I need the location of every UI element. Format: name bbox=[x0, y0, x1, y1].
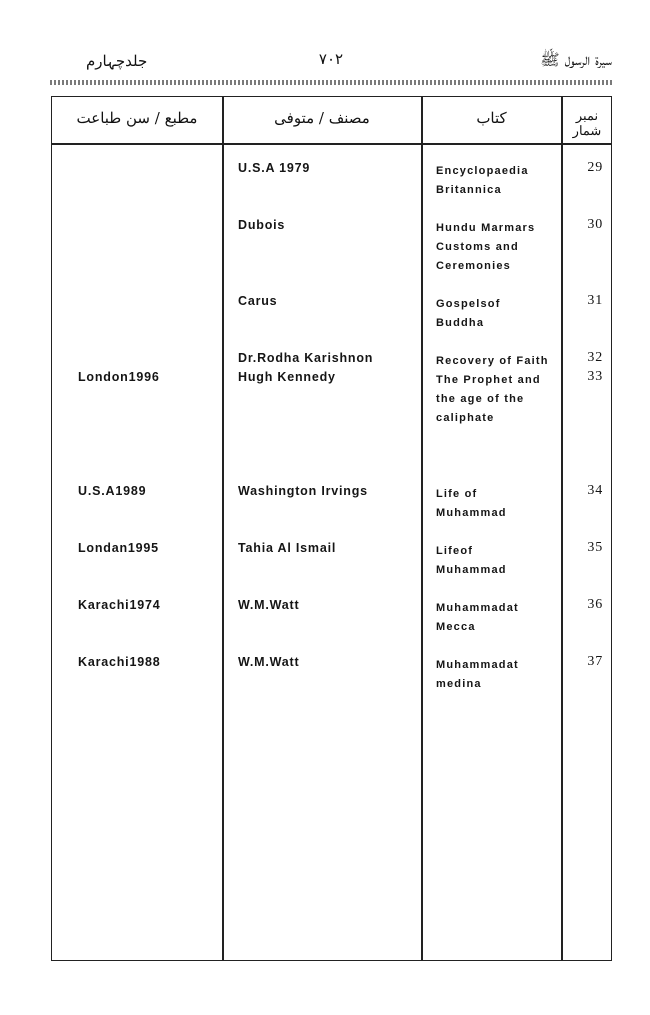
book-title-line: Life of bbox=[436, 488, 478, 500]
col-header-number: نمبر شمار bbox=[572, 109, 602, 139]
row-number: 34 bbox=[587, 483, 603, 498]
book-title-line: The Prophet and bbox=[436, 374, 541, 386]
book-title-line: Encyclopaedia bbox=[436, 165, 529, 177]
volume-label: جلدچہارم bbox=[86, 52, 148, 70]
header-divider bbox=[50, 80, 612, 85]
book-title-line: Britannica bbox=[436, 184, 502, 196]
author: Dr.Rodha Karishnon bbox=[238, 351, 374, 365]
page-header bbox=[50, 46, 612, 76]
publication: Karachi1988 bbox=[78, 655, 161, 669]
row-number: 29 bbox=[587, 160, 603, 175]
row-number: 37 bbox=[587, 654, 603, 669]
book-title-line: Buddha bbox=[436, 317, 485, 329]
book-title-line: Mecca bbox=[436, 621, 476, 633]
row-number: 30 bbox=[587, 217, 603, 232]
col-header-author: مصنف / متوفی bbox=[274, 109, 370, 127]
author: Washington Irvings bbox=[238, 484, 368, 498]
row-number: 32 bbox=[587, 350, 603, 365]
book-title-line: medina bbox=[436, 678, 482, 690]
header-row-divider bbox=[52, 143, 611, 145]
publication: London1996 bbox=[78, 370, 160, 384]
author: Hugh Kennedy bbox=[238, 370, 336, 384]
book-title-line: Muhammadat bbox=[436, 659, 519, 671]
book-title-line: Hundu Marmars bbox=[436, 222, 536, 234]
book-title-line: Ceremonies bbox=[436, 260, 511, 272]
author: Dubois bbox=[238, 218, 286, 232]
col-header-book: کتاب bbox=[476, 109, 507, 127]
bibliography-table bbox=[51, 96, 612, 961]
page-number: ۷۰۲ bbox=[318, 50, 344, 68]
book-title-line: Gospelsof bbox=[436, 298, 501, 310]
book-title-line: Muhammad bbox=[436, 507, 507, 519]
book-title-line: Muhammadat bbox=[436, 602, 519, 614]
book-title-line: Muhammad bbox=[436, 564, 507, 576]
column-divider bbox=[421, 97, 423, 960]
author: U.S.A 1979 bbox=[238, 161, 311, 175]
author: W.M.Watt bbox=[238, 655, 300, 669]
book-title-line: Lifeof bbox=[436, 545, 474, 557]
row-number: 36 bbox=[587, 597, 603, 612]
row-number: 31 bbox=[587, 293, 603, 308]
publication: Karachi1974 bbox=[78, 598, 161, 612]
book-title: سیرۃ الرسول ﷺ bbox=[540, 50, 612, 69]
book-title-line: Customs and bbox=[436, 241, 519, 253]
row-number: 35 bbox=[587, 540, 603, 555]
author: Tahia Al Ismail bbox=[238, 541, 337, 555]
publication: Londan1995 bbox=[78, 541, 159, 555]
author: Carus bbox=[238, 294, 278, 308]
publication: U.S.A1989 bbox=[78, 484, 147, 498]
book-title-line: the age of the bbox=[436, 393, 525, 405]
book-title-line: caliphate bbox=[436, 412, 495, 424]
row-number: 33 bbox=[587, 369, 603, 384]
author: W.M.Watt bbox=[238, 598, 300, 612]
book-title-line: Recovery of Faith bbox=[436, 355, 549, 367]
column-divider bbox=[222, 97, 224, 960]
col-header-publication: مطبع / سن طباعت bbox=[76, 109, 198, 127]
